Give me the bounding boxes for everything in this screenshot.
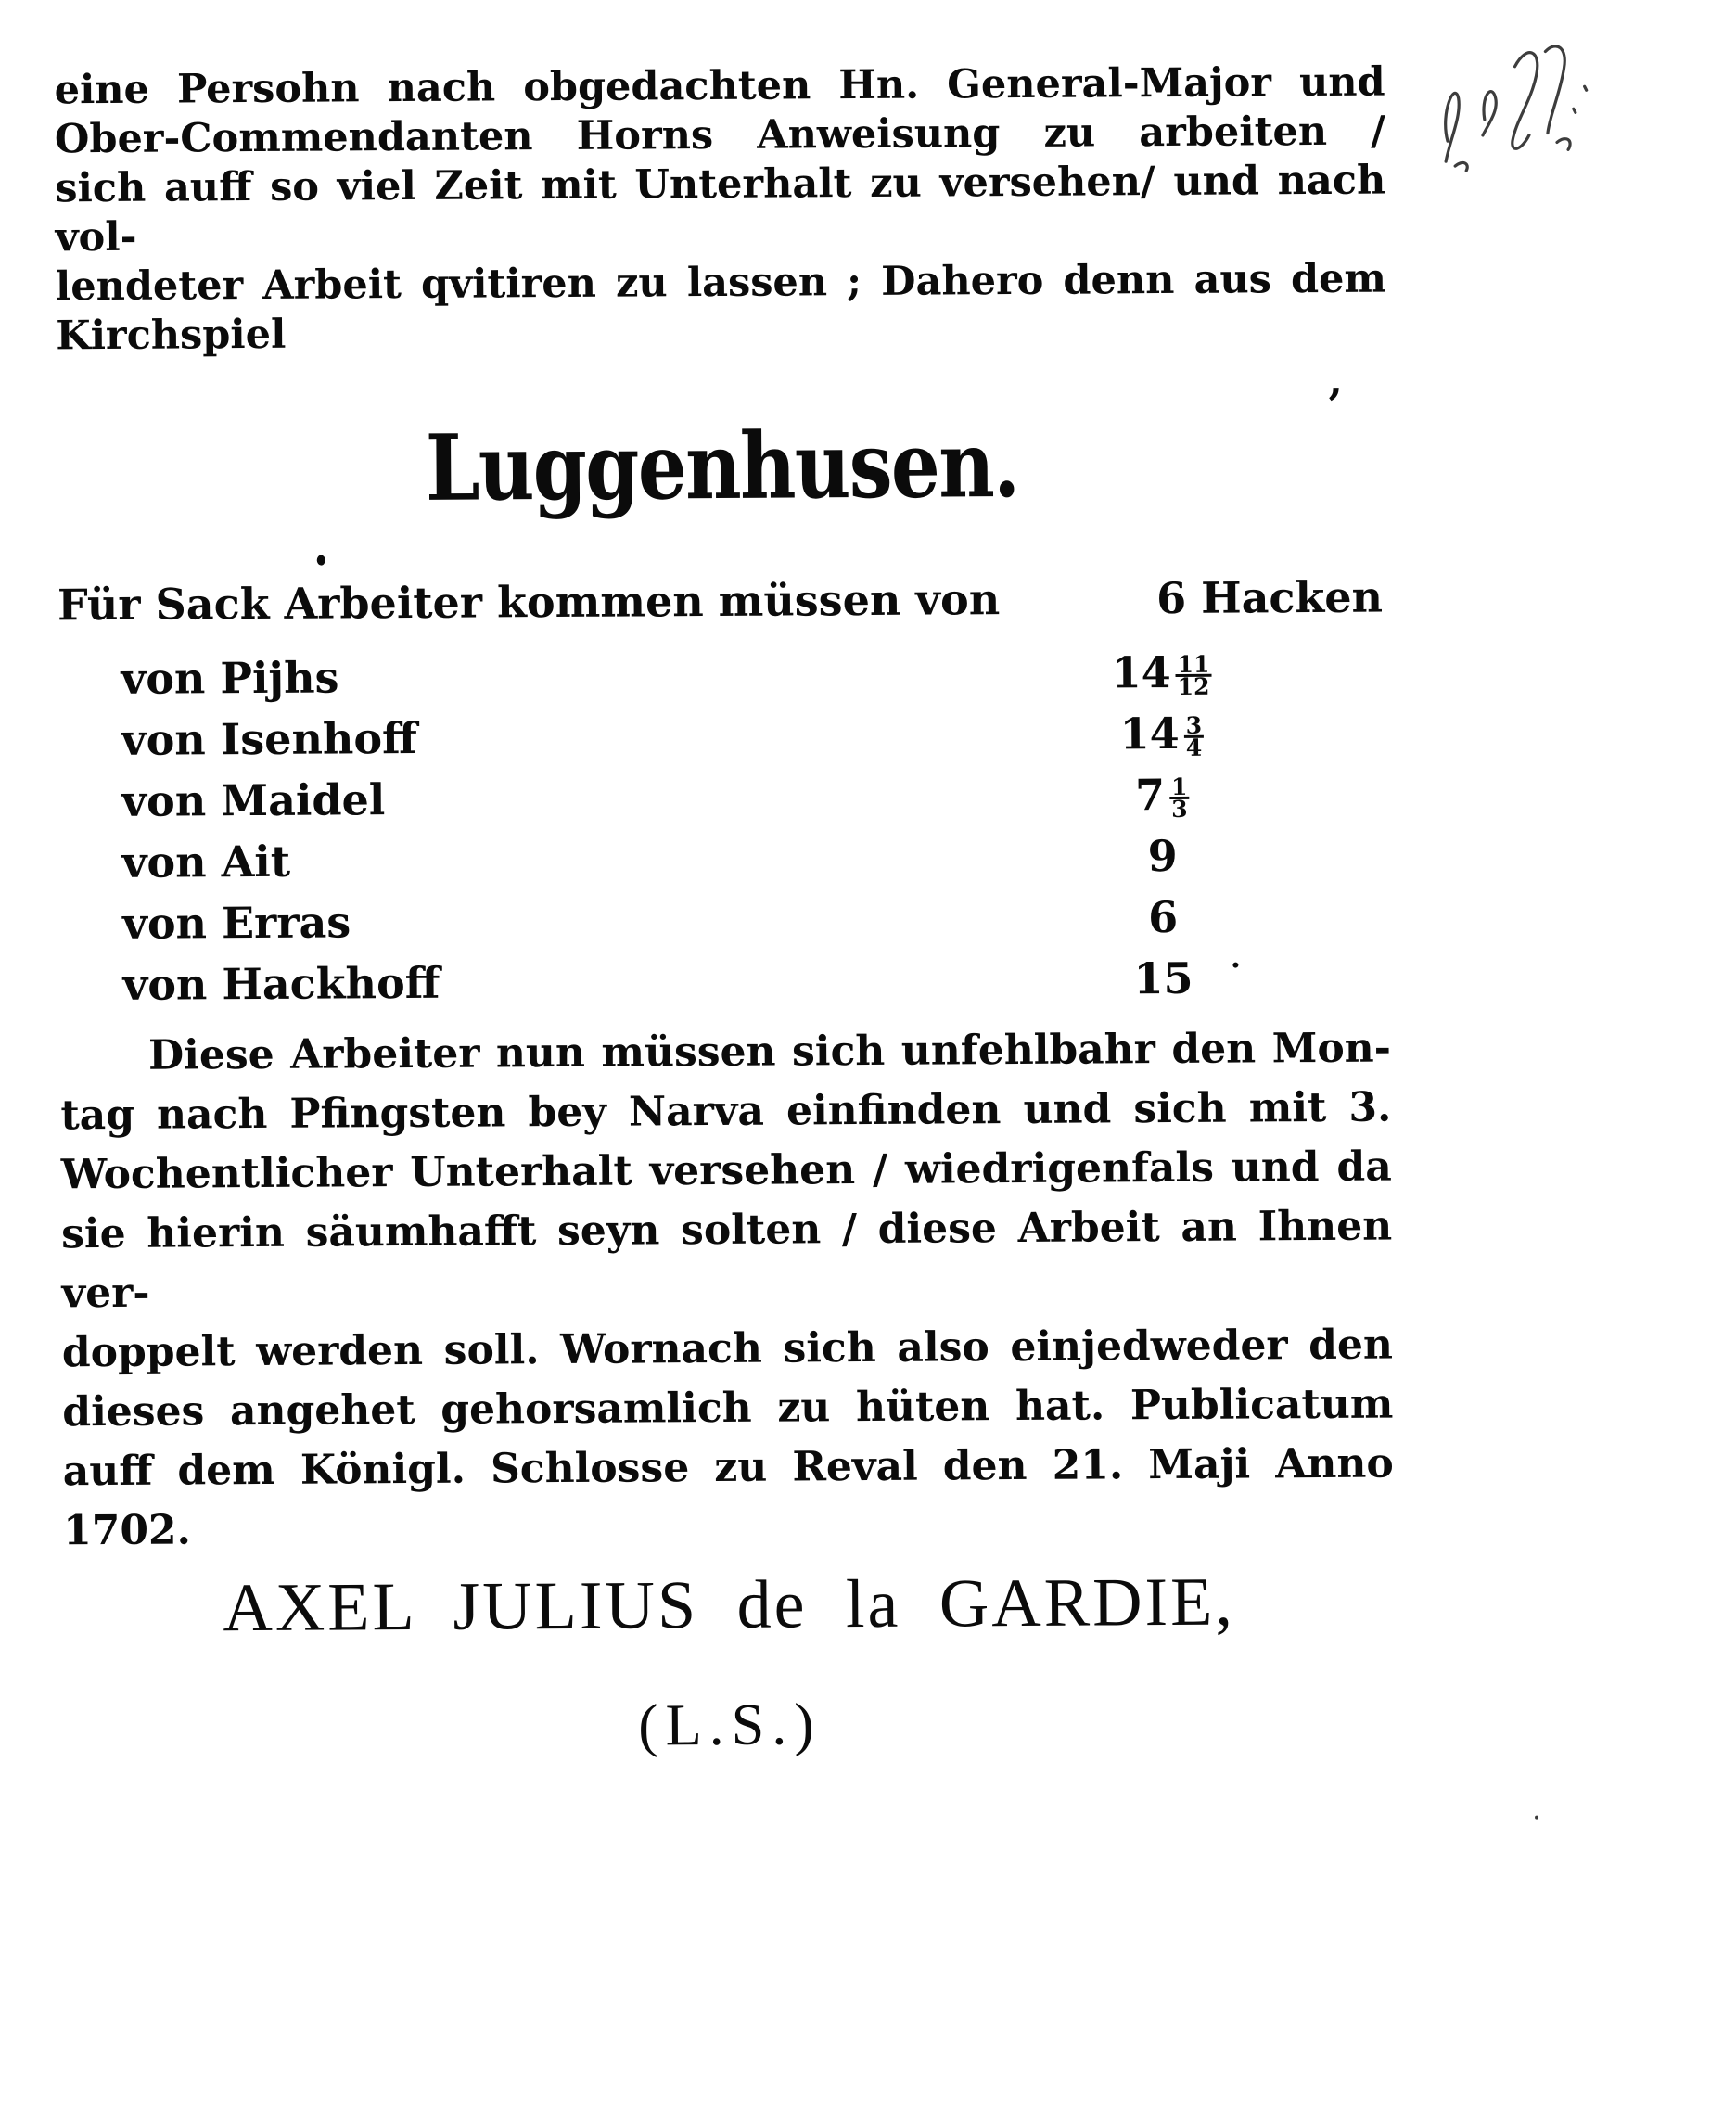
fraction: $\frac{3}{4}$ xyxy=(1185,711,1203,761)
table-header-row xyxy=(57,565,1388,651)
text-line: doppelt werden soll. Wornach sich also einjedweder den xyxy=(61,1321,1394,1377)
ink-speck: , xyxy=(1328,356,1344,404)
row-label: von Erras xyxy=(121,897,351,949)
table-row xyxy=(58,765,1389,835)
parish-heading: Luggenhusen. xyxy=(425,411,1019,522)
row-label: von Ait xyxy=(121,836,291,887)
ink-speck xyxy=(1535,1816,1538,1820)
text-line: lendeter Arbeit qvitiren zu lassen ; Dahero denn aus dem xyxy=(55,255,1387,311)
seal-mark: (L.S.) xyxy=(638,1691,822,1758)
row-value: 7 $\frac{1}{3}$ xyxy=(1134,770,1188,823)
fraction: $\frac{1}{3}$ xyxy=(1170,773,1188,823)
ink-speck xyxy=(1232,963,1238,968)
table-row xyxy=(57,643,1388,712)
row-label: von Hackhoff xyxy=(122,957,440,1010)
text-line: Diese Arbeiter nun müssen sich unfehlbahr den Mon- xyxy=(147,1024,1392,1079)
row-value: 14 $\frac{11}{12}$ xyxy=(1111,646,1210,700)
text-line: Ober-Commendanten Horns Anweisung zu arbeiten / xyxy=(54,108,1386,163)
text-line: eine Persohn nach obgedachten Hn. General-Major und xyxy=(54,58,1385,114)
text-line: tag nach Pfingsten bey Narva einfinden und sich mit 3. xyxy=(60,1083,1392,1140)
row-value: 6 xyxy=(1147,891,1179,943)
handwritten-mark xyxy=(1426,31,1613,194)
text-line: 1702. xyxy=(62,1506,192,1555)
text-line: sich auff so viel Zeit mit Unterhalt zu versehen/ und nach vol- xyxy=(55,157,1386,262)
table-header-value: 6 Hacken xyxy=(1155,571,1384,624)
intro-paragraph xyxy=(54,58,1386,362)
text-line: Kirchspiel xyxy=(56,311,287,360)
table-row xyxy=(59,826,1390,896)
text-line: dieses angehet gehorsamlich zu hüten hat. Publicatum xyxy=(62,1380,1394,1437)
row-value: 15 xyxy=(1133,952,1194,1004)
row-label: von Maidel xyxy=(121,774,386,826)
signature-line: AXEL JULIUS de la GARDIE, xyxy=(223,1564,1236,1647)
body-paragraph xyxy=(60,1019,1394,1562)
table-row xyxy=(58,704,1389,773)
allocation-table xyxy=(57,565,1391,1018)
text-line: Wochentlicher Unterhalt versehen / wiedrigenfals und da xyxy=(60,1143,1392,1199)
row-value: 9 xyxy=(1147,830,1178,882)
row-label: von Pijhs xyxy=(121,652,339,704)
table-header-label: Für Sack Arbeiter kommen müssen von xyxy=(57,574,1001,631)
row-value: 14 $\frac{3}{4}$ xyxy=(1119,708,1203,761)
table-row xyxy=(59,887,1390,957)
text-line: auff dem Königl. Schlosse zu Reval den 21. Maji Anno xyxy=(62,1439,1394,1496)
row-label: von Isenhoff xyxy=(121,712,417,765)
text-line: sie hierin säumhafft seyn solten / diese Arbeit an Ihnen ver- xyxy=(61,1202,1393,1318)
table-row xyxy=(59,949,1390,1018)
fraction: $\frac{11}{12}$ xyxy=(1177,650,1210,700)
ink-speck xyxy=(317,555,326,566)
